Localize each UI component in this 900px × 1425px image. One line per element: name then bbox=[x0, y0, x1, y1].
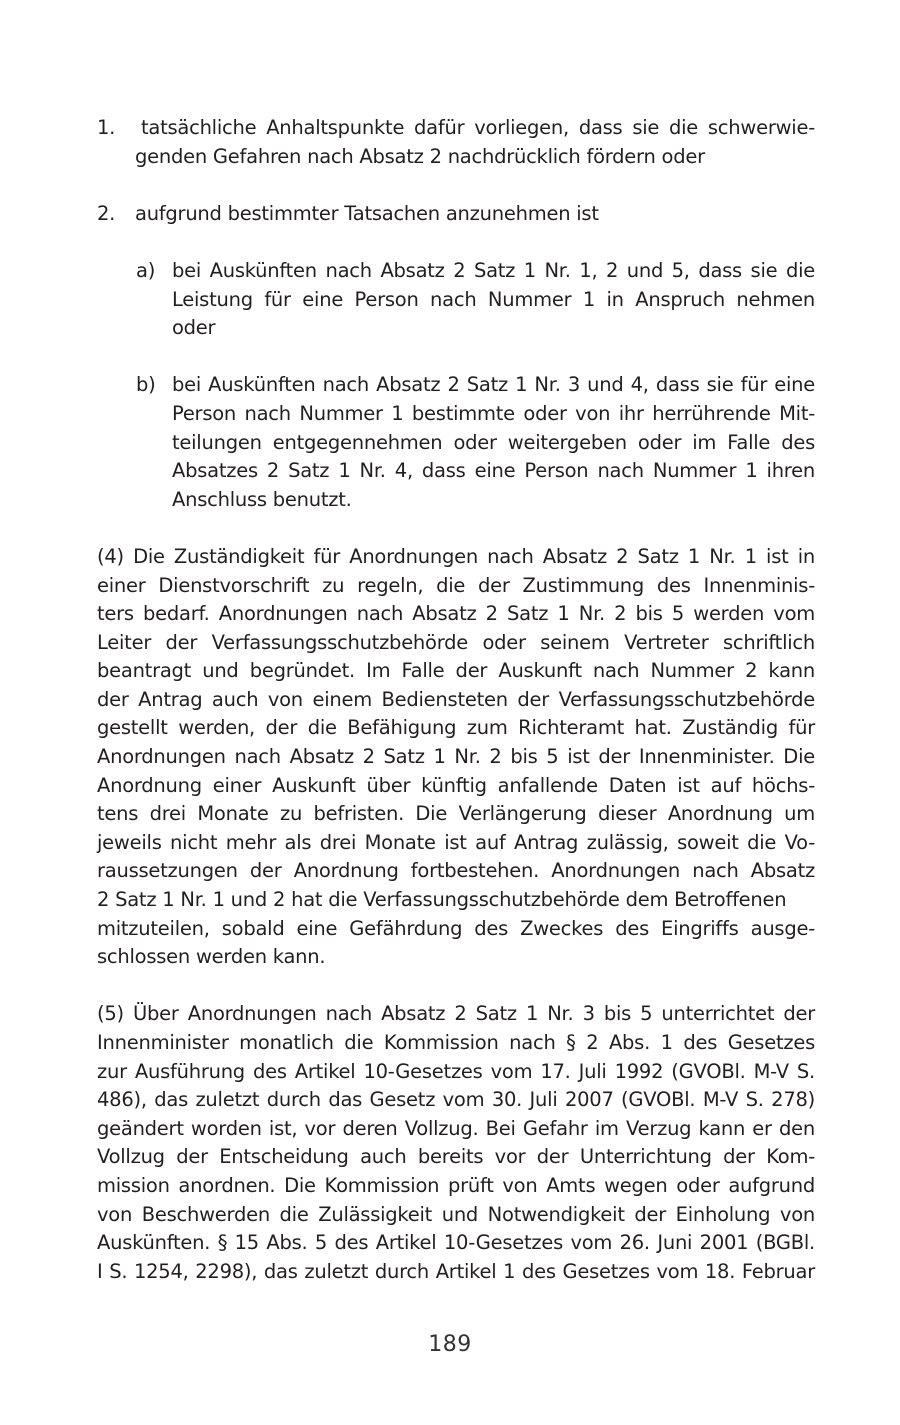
text-line: bei Auskünften nach Absatz 2 Satz 1 Nr. 1, 2 und 5, dass sie die bbox=[172, 258, 815, 282]
list-number: 1. bbox=[97, 116, 116, 139]
text-line: Anschluss benutzt. bbox=[172, 487, 352, 511]
text-line: beantragt und begründet. Im Falle der Auskunft nach Nummer 2 kann bbox=[97, 659, 815, 683]
text-line: Anordnungen nach Absatz 2 Satz 1 Nr. 2 bis 5 ist der Innenminister. Die bbox=[97, 745, 815, 769]
list-subitem-a bbox=[97, 257, 815, 343]
list-subitem-b bbox=[97, 371, 815, 514]
text-line: geändert worden ist, vor deren Vollzug. Bei Gefahr im Verzug kann er den bbox=[97, 1116, 815, 1140]
text-line: teilungen entgegennehmen oder weitergeben oder im Falle des bbox=[172, 430, 815, 454]
text-line: Leiter der Verfassungsschutzbehörde oder seinem Vertreter schriftlich bbox=[97, 630, 815, 654]
list-item-1 bbox=[97, 114, 815, 171]
list-number: 2. bbox=[97, 201, 116, 225]
list-letter: b) bbox=[136, 373, 156, 397]
text-line: Vollzug der Entscheidung auch bereits vor der Unterrichtung der Kom- bbox=[97, 1145, 815, 1169]
text-line: raussetzungen der Anordnung fortbestehen. Anordnungen nach Absatz bbox=[97, 859, 815, 883]
text-line: zur Ausführung des Artikel 10-Gesetzes vom 17. Juli 1992 (GVOBl. M-V S. bbox=[97, 1059, 815, 1083]
text-line: Anordnung einer Auskunft über künftig anfallende Daten ist auf höchs- bbox=[97, 773, 815, 797]
text-line: Person nach Nummer 1 bestimmte oder von ihr herrührende Mit- bbox=[172, 401, 815, 425]
text-line: von Beschwerden die Zulässigkeit und Notwendigkeit der Einholung von bbox=[97, 1202, 815, 1226]
text-line: ters bedarf. Anordnungen nach Absatz 2 Satz 1 Nr. 2 bis 5 werden vom bbox=[97, 602, 815, 626]
text-line: gestellt werden, der die Befähigung zum Richteramt hat. Zuständig für bbox=[97, 716, 815, 740]
text-line: (4) Die Zuständigkeit für Anordnungen nach Absatz 2 Satz 1 Nr. 1 ist in bbox=[97, 544, 815, 568]
text-line: Leistung für eine Person nach Nummer 1 in Anspruch nehmen bbox=[172, 287, 815, 311]
text-line: mission anordnen. Die Kommission prüft von Amts wegen oder aufgrund bbox=[97, 1173, 815, 1197]
text-line: tens drei Monate zu befristen. Die Verlängerung dieser Anordnung um bbox=[97, 802, 815, 826]
text-line: Innenminister monatlich die Kommission nach § 2 Abs. 1 des Gesetzes bbox=[97, 1031, 815, 1054]
text-line: I S. 1254, 2298), das zuletzt durch Artikel 1 des Gesetzes vom 18. Februar bbox=[97, 1259, 815, 1283]
page-number: 189 bbox=[428, 1332, 472, 1357]
text-line: oder bbox=[172, 316, 216, 340]
text-line: Auskünften. § 15 Abs. 5 des Artikel 10-Gesetzes vom 26. Juni 2001 (BGBl. bbox=[97, 1231, 815, 1255]
text-line: 2 Satz 1 Nr. 1 und 2 hat die Verfassungsschutzbehörde dem Betroffenen bbox=[97, 888, 787, 912]
paragraph-4 bbox=[97, 543, 815, 972]
list-letter: a) bbox=[136, 258, 156, 282]
text-line: tatsächliche Anhaltspunkte dafür vorliegen, dass sie die schwerwie- bbox=[141, 116, 815, 139]
text-line: aufgrund bestimmter Tatsachen anzunehmen ist bbox=[135, 201, 599, 225]
text-line: bei Auskünften nach Absatz 2 Satz 1 Nr. 3 und 4, dass sie für eine bbox=[172, 373, 815, 397]
text-line: (5) Über Anordnungen nach Absatz 2 Satz 1 Nr. 3 bis 5 unterrichtet der bbox=[97, 1002, 815, 1026]
text-line: mitzuteilen, sobald eine Gefährdung des Zweckes des Eingriffs ausge- bbox=[97, 916, 815, 940]
text-line: einer Dienstvorschrift zu regeln, die der Zustimmung des Innenminis- bbox=[97, 573, 815, 597]
text-line: Absatzes 2 Satz 1 Nr. 4, dass eine Person nach Nummer 1 ihren bbox=[172, 459, 815, 483]
document-page bbox=[97, 114, 815, 1286]
text-line: der Antrag auch von einem Bediensteten der Verfassungsschutzbehörde bbox=[97, 687, 815, 711]
list-item-2 bbox=[97, 200, 815, 229]
text-line: jeweils nicht mehr als drei Monate ist auf Antrag zulässig, soweit die Vo- bbox=[97, 830, 815, 854]
text-line: schlossen werden kann. bbox=[97, 945, 326, 969]
paragraph-5 bbox=[97, 1000, 815, 1286]
text-line: genden Gefahren nach Absatz 2 nachdrücklich fördern oder bbox=[135, 144, 705, 168]
text-line: 486), das zuletzt durch das Gesetz vom 30. Juli 2007 (GVOBl. M-V S. 278) bbox=[97, 1088, 815, 1112]
